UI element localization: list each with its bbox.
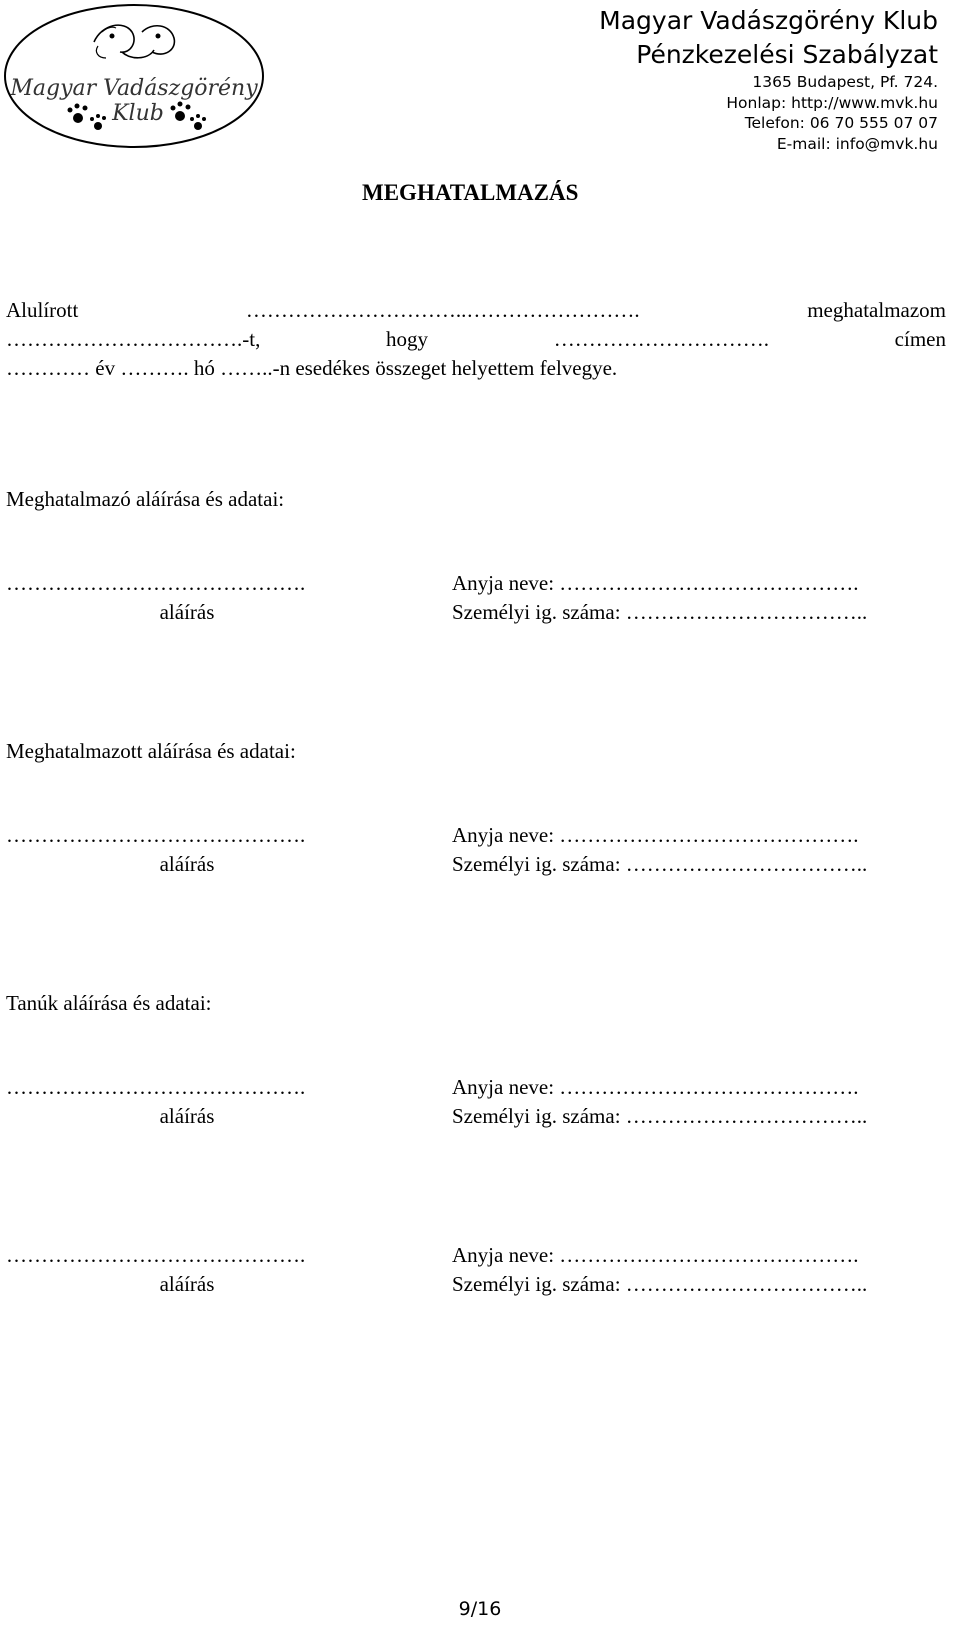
signature-area [6,569,368,627]
signature-label: aláírás [159,1104,215,1128]
svg-text:Klub: Klub [112,101,164,126]
signature-label: aláírás [159,1272,215,1296]
svg-text:Magyar Vadászgörény: Magyar Vadászgörény [10,76,258,101]
mother-name-field: Anyja neve: ……………………………………. [452,1075,859,1099]
signature-line: ……………………………………. [6,1075,306,1099]
principal-signature-block [6,569,946,629]
id-number-field: Személyi ig. száma: …………………………….. [452,600,868,624]
witnesses-heading: Tanúk aláírása és adatai: [6,991,212,1015]
witness-2-signature-block [6,1241,946,1301]
personal-data [452,1073,867,1131]
signature-area [6,821,368,879]
signature-label: aláírás [159,600,215,624]
principal-heading: Meghatalmazó aláírása és adatai: [6,487,285,511]
agent-signature-block [6,821,946,881]
id-number-field: Személyi ig. száma: …………………………….. [452,1272,868,1296]
mother-name-field: Anyja neve: ……………………………………. [452,571,859,595]
website: Honlap: http://www.mvk.hu [726,93,938,112]
mother-name-field: Anyja neve: ……………………………………. [452,823,859,847]
personal-data [452,569,867,627]
paragraph-line-2: …………………………….-t, hogy …………………………. címen [6,327,946,351]
postal-address: 1365 Budapest, Pf. 724. [752,73,938,91]
personal-data [452,821,867,879]
signature-area [6,1073,368,1131]
club-logo [2,2,266,150]
document-title: MEGHATALMAZÁS [362,180,579,205]
phone: Telefon: 06 70 555 07 07 [744,114,938,132]
mother-name-field: Anyja neve: ……………………………………. [452,1243,859,1267]
signature-line: ……………………………………. [6,571,306,595]
org-name: Magyar Vadászgörény Klub [599,6,938,35]
letterhead [599,4,938,154]
agent-heading: Meghatalmazott aláírása és adatai: [6,739,296,763]
personal-data [452,1241,867,1299]
page-number: 9/16 [458,1598,502,1620]
email: E-mail: info@mvk.hu [776,134,938,153]
document-name: Pénzkezelési Szabályzat [636,40,938,69]
signature-label: aláírás [159,852,215,876]
paragraph-line-1: Alulírott …………………………..……………………. meghatalmazom [6,298,946,322]
signature-line: ……………………………………. [6,1243,306,1267]
id-number-field: Személyi ig. száma: …………………………….. [452,852,868,876]
id-number-field: Személyi ig. száma: …………………………….. [452,1104,868,1128]
paragraph-line-3: ………… év ………. hó ……..-n esedékes összeget helyettem felvegye. [6,356,618,380]
authorization-paragraph [6,296,946,383]
signature-area [6,1241,368,1299]
witness-1-signature-block [6,1073,946,1133]
signature-line: ……………………………………. [6,823,306,847]
